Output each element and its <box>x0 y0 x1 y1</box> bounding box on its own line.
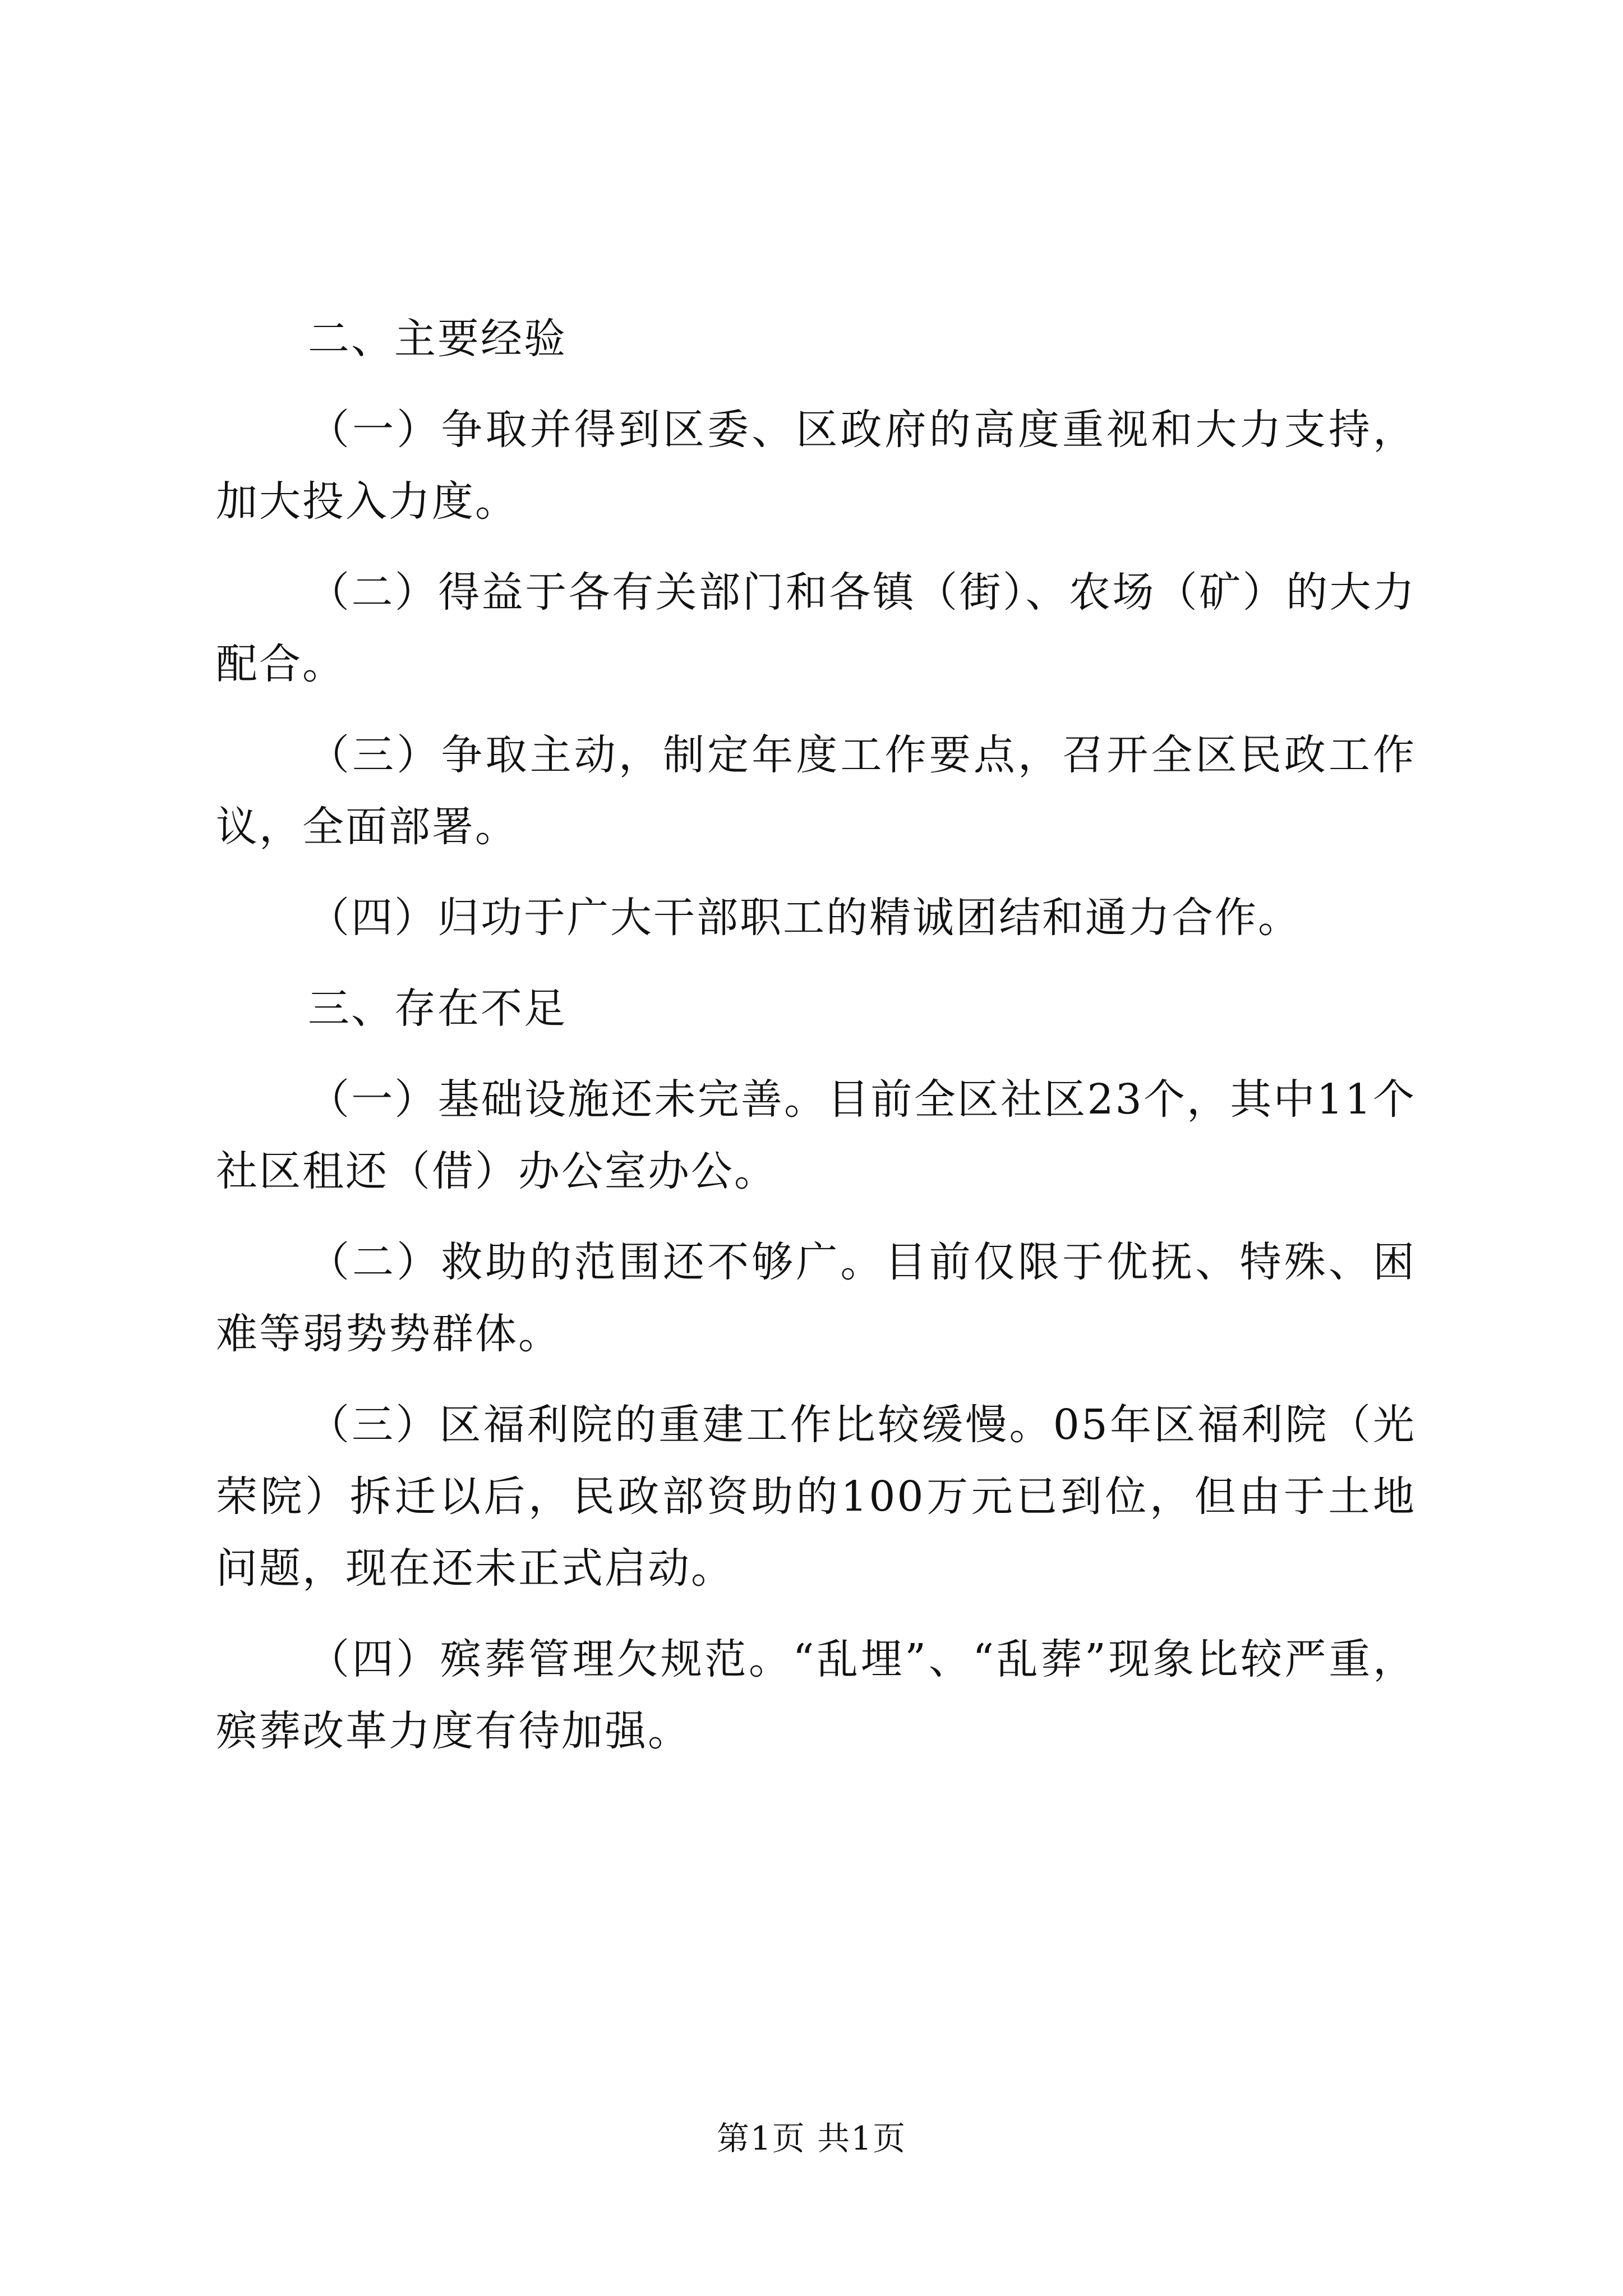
paragraph-experience-3: （三）争取主动，制定年度工作要点，召开全区民政工作议，全面部署。 <box>216 731 1416 851</box>
paragraph-experience-2: （二）得益于各有关部门和各镇（街）、农场（矿）的大力配合。 <box>216 568 1416 688</box>
paragraph-shortcoming-1: （一）基础设施还未完善。目前全区社区23个，其中11个社区租还（借）办公室办公。 <box>216 1075 1416 1195</box>
paragraph-shortcoming-2: （二）救助的范围还不够广。目前仅限于优抚、特殊、困难等弱势势群体。 <box>216 1238 1416 1358</box>
document-body <box>216 303 1416 1786</box>
paragraph-experience-1: （一）争取并得到区委、区政府的高度重视和大力支持，加大投入力度。 <box>216 406 1416 526</box>
paragraph-experience-4: （四）归功于广大干部职工的精诚团结和通力合作。 <box>308 894 1301 942</box>
section-heading-shortcomings: 三、存在不足 <box>308 984 567 1033</box>
paragraph-shortcoming-3: （三）区福利院的重建工作比较缓慢。05年区福利院（光荣院）拆迁以后，民政部资助的100万元已到位，但由于土地问题，现在还未正式启动。 <box>216 1401 1416 1593</box>
page-footer: 第1页 共1页 <box>716 2119 907 2157</box>
paragraph-shortcoming-4: （四）殡葬管理欠规范。“乱埋”、“乱葬”现象比较严重，殡葬改革力度有待加强。 <box>216 1635 1416 1755</box>
section-heading-main-experience: 二、主要经验 <box>308 315 567 363</box>
